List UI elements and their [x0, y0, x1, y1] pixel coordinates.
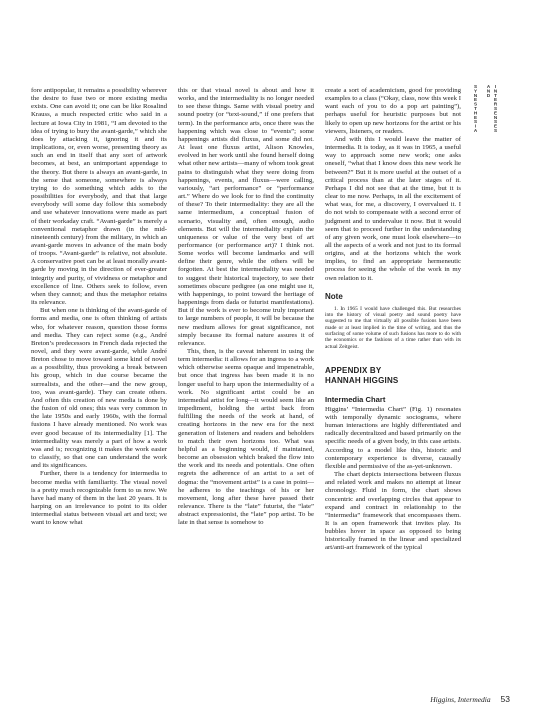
text-column-3 — [325, 87, 461, 553]
sidebar-word-synesthesia: SYNESTHESIA — [473, 84, 478, 133]
paragraph: The chart depicts intersections between fluxus and related work and makes no attempt at linear chronology. Fluid in form, the chart shows concentric and overlapping circles that appear to expand and contract in relationship to the “Intermedia” framework that encompasses them. It is an open framework that invites play. Its bubbles hover in space as opposed to being historically framed in the linear and specialized art/anti-art framework of the typical — [325, 471, 461, 552]
running-footer: Higgins, Intermedia — [430, 695, 491, 704]
appendix-author: HANNAH HIGGINS — [325, 375, 399, 385]
section-sidebar-label — [470, 84, 510, 164]
page-number: 53 — [500, 694, 510, 704]
sidebar-word-intersenses: INTERSENSES — [493, 84, 498, 133]
page-footer — [400, 695, 510, 704]
text-column-1 — [31, 87, 167, 527]
paragraph: fore antipopular, it remains a possibility wherever the desire to fuse two or more existing media exists. One can avoid it; one can be like Rosalind Krauss, a much respected critic who said in a lecture at Iowa City in 1981, “I am devoted to the idea of trying to bury the avant-garde,” which she does by attacking it, ignoring it and its implications, or, even worse, presenting theory as such an end in itself that any sort of artwork becomes, at best, an unimportant appendage to the theory. But there is always an avant-garde, in the sense that someone, somewhere is always trying to do something which adds to the possibilities for everybody, and that that large everybody will some day follow this somebody and use whatever innovations were made as part of their workaday craft. “Avant-garde” is merely a conventional metaphor drawn (in the mid-nineteenth century) from the military, in which an avant-garde moves in advance of the main body of troops. “Avant-garde” is relative, not absolute. A conservative poet can be at least morally avant-garde by moving in the direction of ever-greater integrity and purity, of vividness or metaphor and excellence of line. Others seek to follow, even when they cannot; and thus the metaphor retains its relevance. — [31, 87, 167, 307]
appendix-title: APPENDIX BY — [325, 365, 382, 375]
note-heading: Note — [325, 291, 343, 301]
paragraph: Higgins’ “Intermedia Chart” (Fig. 1) resonates with temporally dynamic sociograms, where human interactions are highly differentiated and radically decentralized and based primarily on the specific needs of a given body, in this case artists. According to a model like this, historic and contemporary experience is diverse, causally flexible and permissive of the as-yet-unknown. — [325, 405, 461, 470]
paragraph: And with this I would leave the matter of intermedia. It is today, as it was in 1965, a useful way to approach some new work; one asks oneself, “what that I know does this new work lie between?” But it is more useful at the outset of a critical process than at the later stages of it. Perhaps I did not see that at the time, but it is clear to me now. Perhaps, in all the excitement of what was, for me, a discovery, I overvalued it. I do not wish to compensate with a second error of judgment and to undervalue it now. But it would seem that to proceed further in the understanding of any given work, one must look elsewhere—to all the aspects of a work and not just to its formal origins, and at the horizons which the work implies, to find an appropriate hermeneutic process for seeing the whole of the work in my own relation to it. — [325, 135, 461, 282]
paragraph: Further, there is a tendency for intermedia to become media with familiarity. The visual novel is a pretty much recognizable form to us now. We have had many of them in the last 20 years. It is harping on an irrelevance to point to its older intermedial status between visual art and text; we want to know what — [31, 470, 167, 527]
sidebar-word-and: AND — [486, 84, 491, 98]
subheading: Intermedia Chart — [325, 394, 386, 404]
paragraph: But when one is thinking of the avant-garde of forms and media, one is often thinking of artists who, for whatever reason, question those forms and media. They can reject some (e.g., André Breton’s predecessors in French dada rejected the novel, and they were avant-garde, while André Breton chose to move toward some kind of novel as a possibility, thus provoking a break between his group, which in due course became the surrealists, and the other—and the new group, too, was avant-garde). They can create others. And often this creation of new media is done by the fusion of old ones; this was very common in the late 1950s and early 1960s, with the formal fusions I have already mentioned. No work was ever good because of its intermediality [1]. The intermediality was merely a part of how a work was and is; recognizing it makes the work easier to classify, so that one can understand the work and its significances. — [31, 307, 167, 470]
paragraph: this or that visual novel is about and how it works, and the intermediality is no longer needed to see these things. Same with visual poetry and sound poetry (or “text-sound,” if one prefers that term). In the performance arts, once there was the happening which was close to “events”; some happenings artists did fluxus, and some did not. At least one fluxus artist, Alison Knowles, evolved in her work until she found herself doing what other new artists—many of whom took great pains to distinguish what they were doing from happenings, events, and fluxus—were calling, variously, “art performance” or “performance art.” Where do we look for to find the continuity of these? To their intermediality: they are all the same intermedium, a conceptual fusion of scenario, visuality and, often enough, audio elements. But will the intermediality explain the uniqueness or value of the very best of art performance (or performance art)? I think not. Some works will become landmarks and will define their genre, while the others will be forgotten. At best the intermediality was needed to suggest their historical trajectory, to see their sometimes obscure pedigree (as one might use it, with happenings, to point toward the heritage of happenings from dada or futurist manifestations). But if the work is ever to become truly important to large numbers of people, it will be because the new medium allows for great significance, not simply because its formal nature assures it of relevance. — [178, 87, 314, 347]
paragraph: create a sort of academicism, good for providing examples to a class (“Okay, class, now this week I want each of you to do a pop art painting”), perhaps useful for heuristic purposes but not likely to open up new horizons for the artist or his viewers, listeners, or readers. — [325, 87, 461, 135]
paragraph: This, then, is the caveat inherent in using the term intermedia: it allows for an ingress to a work which otherwise seems opaque and impenetrable, but once that ingress has been made it is no longer useful to harp upon the intermediality of a work. No significant artist could be an intermedial artist for long—it would seem like an impediment, holding the artist back from fulfilling the needs of the work at hand, of creating horizons in the new era for the next generation of listeners and readers and beholders to match their own horizons too. What was helpful as a beginning would, if maintained, become an obsession which braked the flow into the work and its needs and potentials. One often regrets the adherence of an artist to a set of dogma: the “movement artist” is a case in point—he adheres to the teachings of his or her movement, long after these have passed their relevance. There is the “late” futurist, the “late” abstract expressionist, the “late” pop artist. To be late in that sense is somehow to — [178, 348, 314, 527]
text-column-2 — [178, 87, 314, 527]
footnote: 1. In 1965 I would have challenged this. But researches into the history of visual poetry and sound poetry have suggested to me that virtually all possible fusions have been made or at least implied in the time of writing, and thus the surfacing of some volume of such fusions has more to do with the economics or the fashions of a time rather than with its actual Zeitgeist. — [325, 305, 461, 350]
